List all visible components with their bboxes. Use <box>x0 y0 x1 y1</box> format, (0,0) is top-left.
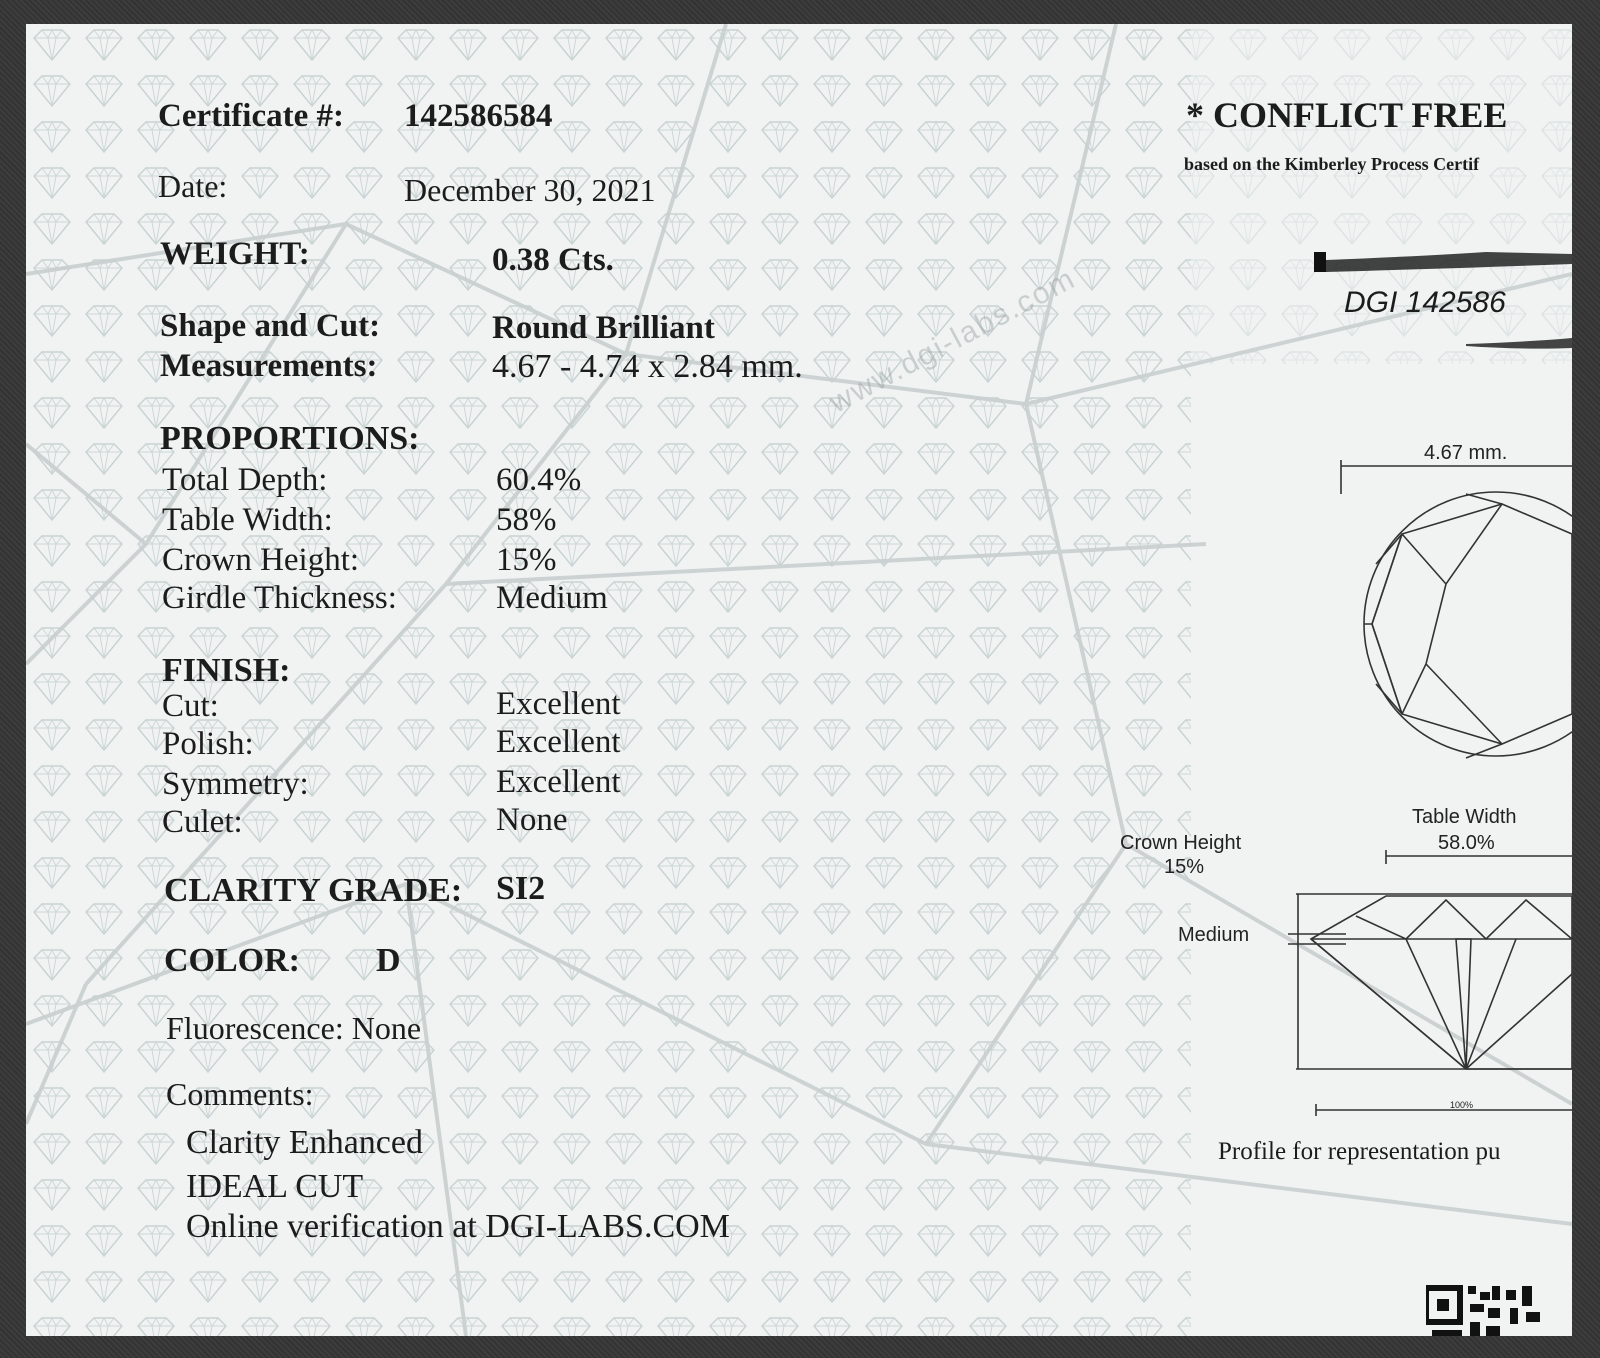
profile-note: Profile for representation pu <box>1218 1138 1501 1165</box>
fluorescence: Fluorescence: None <box>166 1010 422 1046</box>
comments-label: Comments: <box>166 1076 314 1112</box>
diagram-girdle-label: Medium <box>1178 924 1250 946</box>
color-value: D <box>376 942 401 979</box>
culet-value: None <box>496 802 568 838</box>
comment-line-3: Online verification at DGI-LABS.COM <box>186 1208 730 1245</box>
table-width-label: Table Width: <box>162 502 333 538</box>
date-value: December 30, 2021 <box>404 172 656 208</box>
certificate-number: 142586584 <box>404 98 553 134</box>
watermark-text: www.dgi-labs.com <box>824 261 1082 420</box>
date-label: Date: <box>158 168 228 204</box>
comment-line-2: IDEAL CUT <box>186 1168 364 1205</box>
weight-value: 0.38 Cts. <box>492 242 614 278</box>
proportions-title: PROPORTIONS: <box>160 420 420 457</box>
comment-line-1: Clarity Enhanced <box>186 1124 423 1161</box>
total-depth-value: 60.4% <box>496 462 582 498</box>
certificate-paper <box>26 24 1572 1336</box>
shape-value: Round Brilliant <box>492 310 715 346</box>
symmetry-label: Symmetry: <box>162 766 309 802</box>
girdle-thickness-value: Medium <box>496 580 608 616</box>
crown-height-label: Crown Height: <box>162 542 360 578</box>
polish-value: Excellent <box>496 724 621 760</box>
color-label: COLOR: <box>164 942 300 979</box>
table-width-value: 58% <box>496 502 557 538</box>
laser-inscription: DGI 142586 <box>1344 286 1506 319</box>
total-depth-label: Total Depth: <box>162 462 328 498</box>
diagram-crown-height-label: Crown Height <box>1120 832 1242 854</box>
cut-label: Cut: <box>162 688 219 724</box>
clarity-value: SI2 <box>496 870 546 907</box>
measurements-value: 4.67 - 4.74 x 2.84 mm. <box>492 348 803 385</box>
culet-label: Culet: <box>162 804 243 840</box>
diameter-label: 4.67 mm. <box>1424 442 1508 464</box>
symmetry-value: Excellent <box>496 764 621 800</box>
weight-label: WEIGHT: <box>160 236 310 272</box>
diagram-crown-height-value: 15% <box>1164 856 1205 878</box>
diagram-table-width-label: Table Width <box>1412 806 1517 828</box>
polish-label: Polish: <box>162 726 254 762</box>
certificate-label: Certificate #: <box>158 98 344 134</box>
finish-title: FINISH: <box>162 652 291 689</box>
crown-height-value: 15% <box>496 542 557 578</box>
qr-code <box>1426 1282 1546 1336</box>
kimberley-note: based on the Kimberley Process Certif <box>1184 154 1480 174</box>
cut-value: Excellent <box>496 686 621 722</box>
clarity-label: CLARITY GRADE: <box>164 872 463 909</box>
diagram-table-width-value: 58.0% <box>1438 832 1495 854</box>
measurements-label: Measurements: <box>160 348 378 384</box>
diagram-scale-label: 100% <box>1450 1100 1474 1110</box>
conflict-free-title: * CONFLICT FREE <box>1186 95 1508 135</box>
girdle-thickness-label: Girdle Thickness: <box>162 580 397 616</box>
shape-label: Shape and Cut: <box>160 308 381 344</box>
